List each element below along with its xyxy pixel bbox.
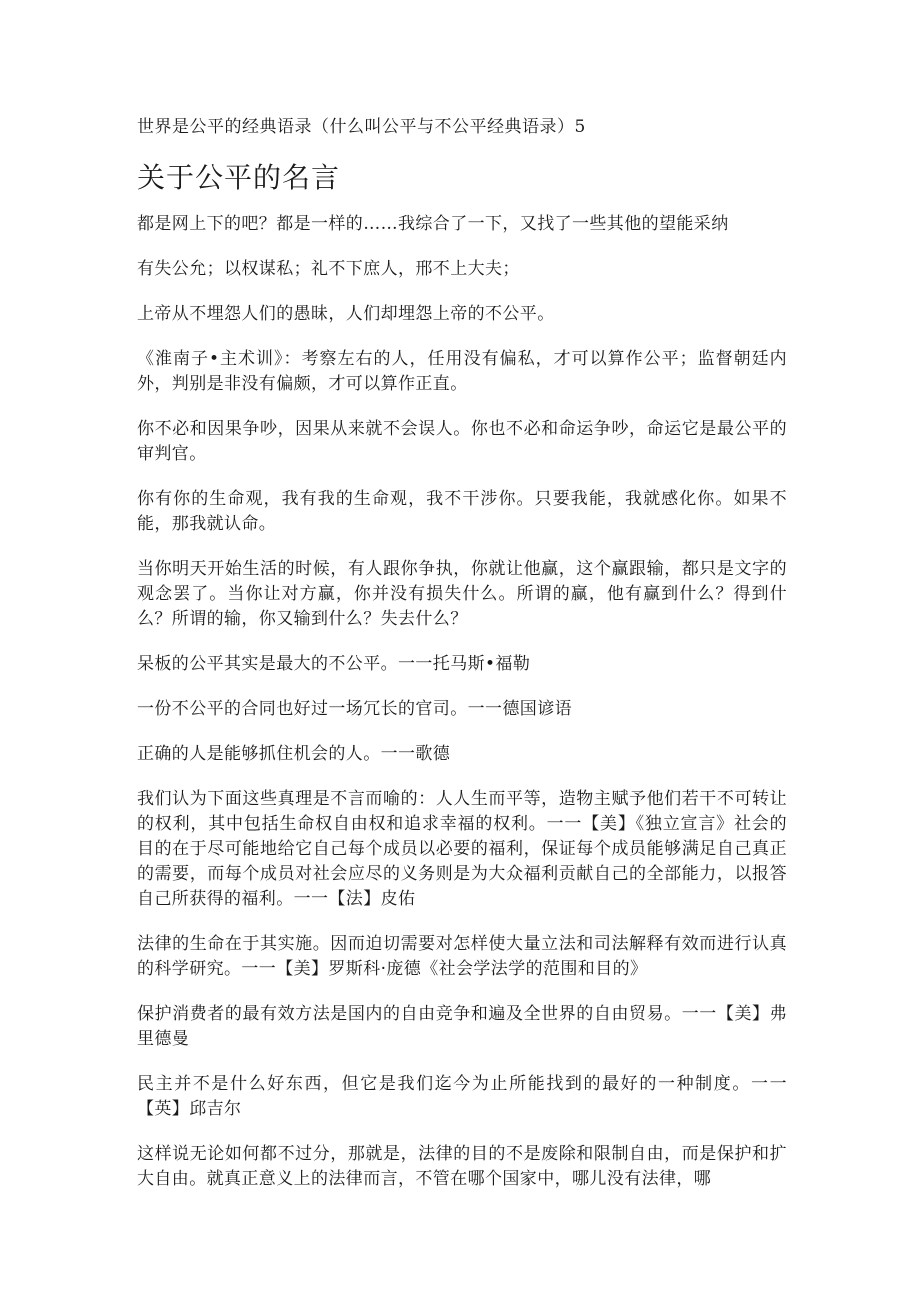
paragraph: 你有你的生命观，我有我的生命观，我不干涉你。只要我能，我就感化你。如果不能，那我就认命。 (137, 489, 787, 534)
section-heading: 关于公平的名言 (137, 161, 341, 194)
document-title: 世界是公平的经典语录（什么叫公平与不公平经典语录）5 (137, 117, 586, 137)
paragraph: 《淮南子•主术训》：考察左右的人，任用没有偏私，才可以算作公平；监督朝廷内外，判别是非没有偏颇，才可以算作正直。 (137, 349, 787, 394)
paragraph: 上帝从不埋怨人们的愚昧，人们却埋怨上帝的不公平。 (137, 304, 555, 324)
paragraph: 你不必和因果争吵，因果从来就不会误人。你也不必和命运争吵，命运它是最公平的审判官。 (137, 419, 787, 464)
paragraph: 呆板的公平其实是最大的不公平。一一托马斯•福勒 (137, 654, 531, 674)
paragraph: 法律的生命在于其实施。因而迫切需要对怎样使大量立法和司法解释有效而进行认真的科学研究。一一【美】罗斯科·庞德《社会学法学的范围和目的》 (137, 934, 787, 979)
paragraph: 我们认为下面这些真理是不言而喻的：人人生而平等，造物主赋予他们若干不可转让的权利，其中包括生命权自由权和追求幸福的权利。一一【美】《独立宣言》社会的目的在于尽可能地给它自己每个成员以必要的福利，保证每个成员能够满足自己真正的需要，而每个成员对社会应尽的义务则是为大众福利贡献自己的全部能力，以报答自己所获得的福利。一一【法】皮佑 (137, 789, 787, 909)
paragraph: 当你明天开始生活的时候，有人跟你争执，你就让他赢，这个赢跟输，都只是文字的观念罢了。当你让对方赢，你并没有损失什么。所谓的赢，他有赢到什么？得到什么？所谓的输，你又输到什么？失去什么？ (137, 559, 787, 629)
paragraph: 一份不公平的合同也好过一场冗长的官司。一一德国谚语 (137, 699, 572, 719)
paragraph: 这样说无论如何都不过分，那就是，法律的目的不是废除和限制自由，而是保护和扩大自由。就真正意义上的法律而言，不管在哪个国家中，哪儿没有法律，哪 (137, 1144, 787, 1189)
paragraph: 保护消费者的最有效方法是国内的自由竞争和遍及全世界的自由贸易。一一【美】弗里德曼 (137, 1004, 787, 1049)
paragraph: 民主并不是什么好东西，但它是我们迄今为止所能找到的最好的一种制度。一一【英】邱吉尔 (137, 1074, 787, 1119)
document-body (137, 212, 787, 1212)
paragraph: 都是网上下的吧？都是一样的……我综合了一下，又找了一些其他的望能采纳 (137, 214, 729, 234)
paragraph: 正确的人是能够抓住机会的人。一一歌德 (137, 744, 451, 764)
paragraph: 有失公允；以权谋私；礼不下庶人，邢不上大夫； (137, 259, 520, 279)
